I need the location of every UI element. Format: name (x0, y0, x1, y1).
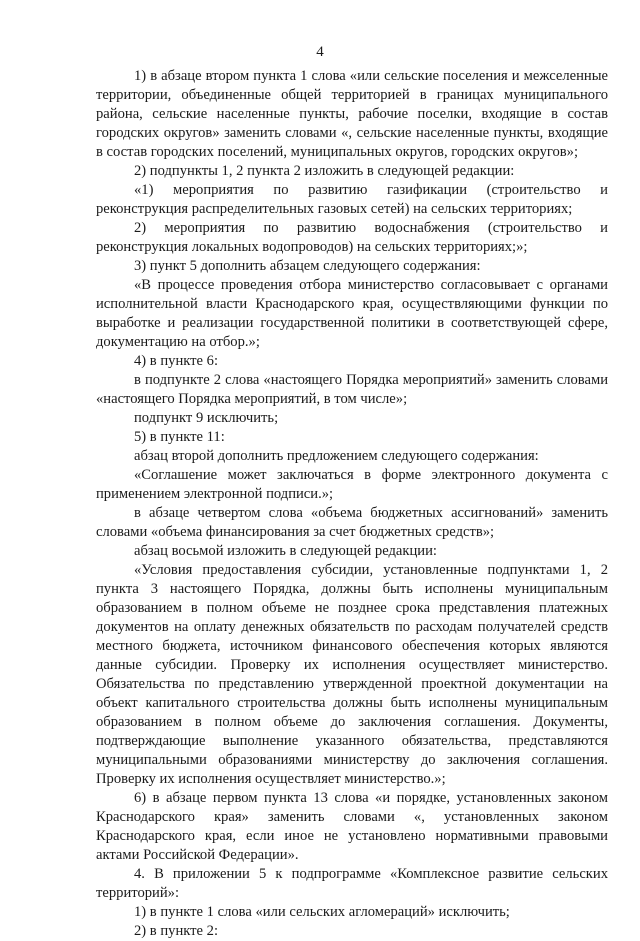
paragraph: 2) подпункты 1, 2 пункта 2 изложить в следующей редакции: (134, 163, 515, 179)
paragraph: подпункт 9 исключить; (134, 410, 279, 426)
paragraph: абзац восьмой изложить в следующей редакции: (134, 543, 437, 559)
page-number: 4 (316, 44, 324, 60)
paragraph: 3) пункт 5 дополнить абзацем следующего содержания: (134, 258, 481, 274)
paragraph: 1) в абзаце втором пункта 1 слова «или сельские поселения и межселенные территории, объединенные общей территорией в границах муниципального района, сельские населенные пункты, рабочие поселки, входящие в состав городских округов» заменить словами «, сельские населенные пункты, входящие в состав городских поселений, муниципальных округов, городских округов»; (96, 68, 608, 160)
paragraph: 2) в пункте 2: (134, 923, 219, 939)
paragraph: «Соглашение может заключаться в форме электронного документа с применением электронной подписи.»; (96, 467, 608, 502)
paragraph: «Условия предоставления субсидии, установленные подпунктами 1, 2 пункта 3 настоящего Порядка, должны быть исполнены муниципальным образованием в полном объеме не позднее срока представления платежных документов на оплату денежных обязательств по расходам получателей средств местного бюджета, источником финансового обеспечения которых являются данные субсидии. Проверку их исполнения осуществляет министерство. Обязательства по представлению утвержденной проектной документации на объект капитального строительства должны быть исполнены муниципальным образованием в полном объеме до заключения соглашения. Документы, подтверждающие выполнение указанного обязательства, представляются муниципальными образованиями министерству до заключения соглашения. Проверку их исполнения осуществляет министерство.»; (96, 562, 608, 787)
paragraph: в абзаце четвертом слова «объема бюджетных ассигнований» заменить словами «объема финансирования за счет бюджетных средств»; (96, 505, 608, 540)
paragraph: 5) в пункте 11: (134, 429, 225, 445)
paragraph: «В процессе проведения отбора министерство согласовывает с органами исполнительной власти Краснодарского края, осуществляющими функции по выработке и реализации государственной политики в соответствующей сфере, документацию на отбор.»; (96, 277, 608, 350)
document-body (96, 67, 608, 941)
paragraph: «1) мероприятия по развитию газификации (строительство и реконструкция распределительных газовых сетей) на сельских территориях; (96, 182, 608, 217)
paragraph: абзац второй дополнить предложением следующего содержания: (134, 448, 539, 464)
paragraph: в подпункте 2 слова «настоящего Порядка мероприятий» заменить словами «настоящего Порядка мероприятий, в том числе»; (96, 372, 608, 407)
paragraph: 2) мероприятия по развитию водоснабжения (строительство и реконструкция локальных водопроводов) на сельских территориях;»; (96, 220, 608, 255)
paragraph: 1) в пункте 1 слова «или сельских агломераций» исключить; (134, 904, 510, 920)
paragraph: 4. В приложении 5 к подпрограмме «Комплексное развитие сельских территорий»: (96, 866, 608, 901)
paragraph: 6) в абзаце первом пункта 13 слова «и порядке, установленных законом Краснодарского края» заменить словами «, установленных законом Краснодарского края, если иное не установлено нормативными правовыми актами Российской Федерации». (96, 790, 608, 863)
paragraph: 4) в пункте 6: (134, 353, 219, 369)
